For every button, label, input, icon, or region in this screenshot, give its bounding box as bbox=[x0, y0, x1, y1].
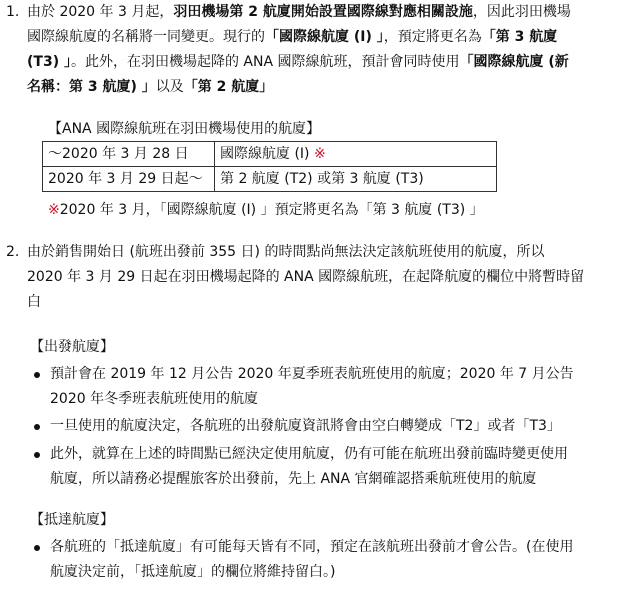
item-2-number: 2. bbox=[6, 244, 20, 260]
table-cell-period: ～2020 年 3 月 28 日 bbox=[43, 142, 215, 167]
bullet-dot bbox=[34, 424, 40, 430]
bullet-dot bbox=[34, 372, 40, 378]
item-1-line-1: 由於 2020 年 3 月起，羽田機場第 2 航廈開始設置國際線對應相關設施，因此羽田機場 bbox=[27, 4, 571, 20]
item-2-line-3: 白 bbox=[27, 294, 41, 310]
terminal-table-note: ※2020 年 3 月，「國際線航廈 (I) 」預定將更名為「第 3 航廈 (T3) 」 bbox=[48, 202, 484, 218]
item-1-paragraph bbox=[27, 0, 617, 100]
table-cell-terminal: 國際線航廈 (I) ※ bbox=[215, 142, 497, 167]
item-1-line-3: (T3) 」。此外，在羽田機場起降的 ANA 國際線航班，預計會同時使用「國際線航廈 (新 bbox=[27, 54, 569, 70]
departure-title: 【出發航廈】 bbox=[30, 339, 114, 355]
note-mark: ※ bbox=[48, 202, 60, 218]
list-item: 一旦使用的航廈決定，各航班的出發航廈資訊將會由空白轉變成「T2」或者「T3」 bbox=[50, 418, 561, 434]
item-1-number: 1. bbox=[6, 4, 20, 20]
list-item: 此外，就算在上述的時間點已經決定使用航廈，仍有可能在航班出發前臨時變更使用 航廈，所以請務必提醒旅客於出發前，先上 ANA 官網確認搭乘航班使用的航廈 bbox=[50, 446, 568, 487]
terminal-table-title: 【ANA 國際線航班在羽田機場使用的航廈】 bbox=[48, 121, 321, 137]
item-1-line-2: 國際線航廈的名稱將一同變更。現行的「國際線航廈 (I) 」，預定將更名為「第 3 航廈 bbox=[27, 29, 558, 45]
note-mark: ※ bbox=[313, 146, 326, 162]
list-item: 各航班的「抵達航廈」有可能每天皆有不同，預定在該航班出發前才會公告。(在使用 航廈決定前，「抵達航廈」的欄位將維持留白。) bbox=[50, 539, 574, 580]
terminal-table bbox=[42, 141, 497, 192]
item-1-line-4: 名稱：第 3 航廈) 」以及「第 2 航廈」 bbox=[27, 79, 274, 95]
item-2-paragraph bbox=[27, 240, 617, 315]
bullet-dot bbox=[34, 452, 40, 458]
table-cell-period: 2020 年 3 月 29 日起～ bbox=[43, 167, 215, 192]
item-2-line-2: 2020 年 3 月 29 日起在羽田機場起降的 ANA 國際線航班，在起降航廈的欄位中將暫時留 bbox=[27, 269, 585, 285]
arrival-title: 【抵達航廈】 bbox=[30, 512, 114, 528]
item-2-line-1: 由於銷售開始日 (航班出發前 355 日) 的時間點尚無法決定該航班使用的航廈，所以 bbox=[27, 244, 545, 260]
table-row bbox=[43, 142, 497, 167]
table-cell-terminal: 第 2 航廈 (T2) 或第 3 航廈 (T3) bbox=[215, 167, 497, 192]
bullet-dot bbox=[34, 545, 40, 551]
table-row bbox=[43, 167, 497, 192]
list-item: 預計會在 2019 年 12 月公告 2020 年夏季班表航班使用的航廈；2020 年 7 月公告 2020 年冬季班表航班使用的航廈 bbox=[50, 366, 574, 407]
